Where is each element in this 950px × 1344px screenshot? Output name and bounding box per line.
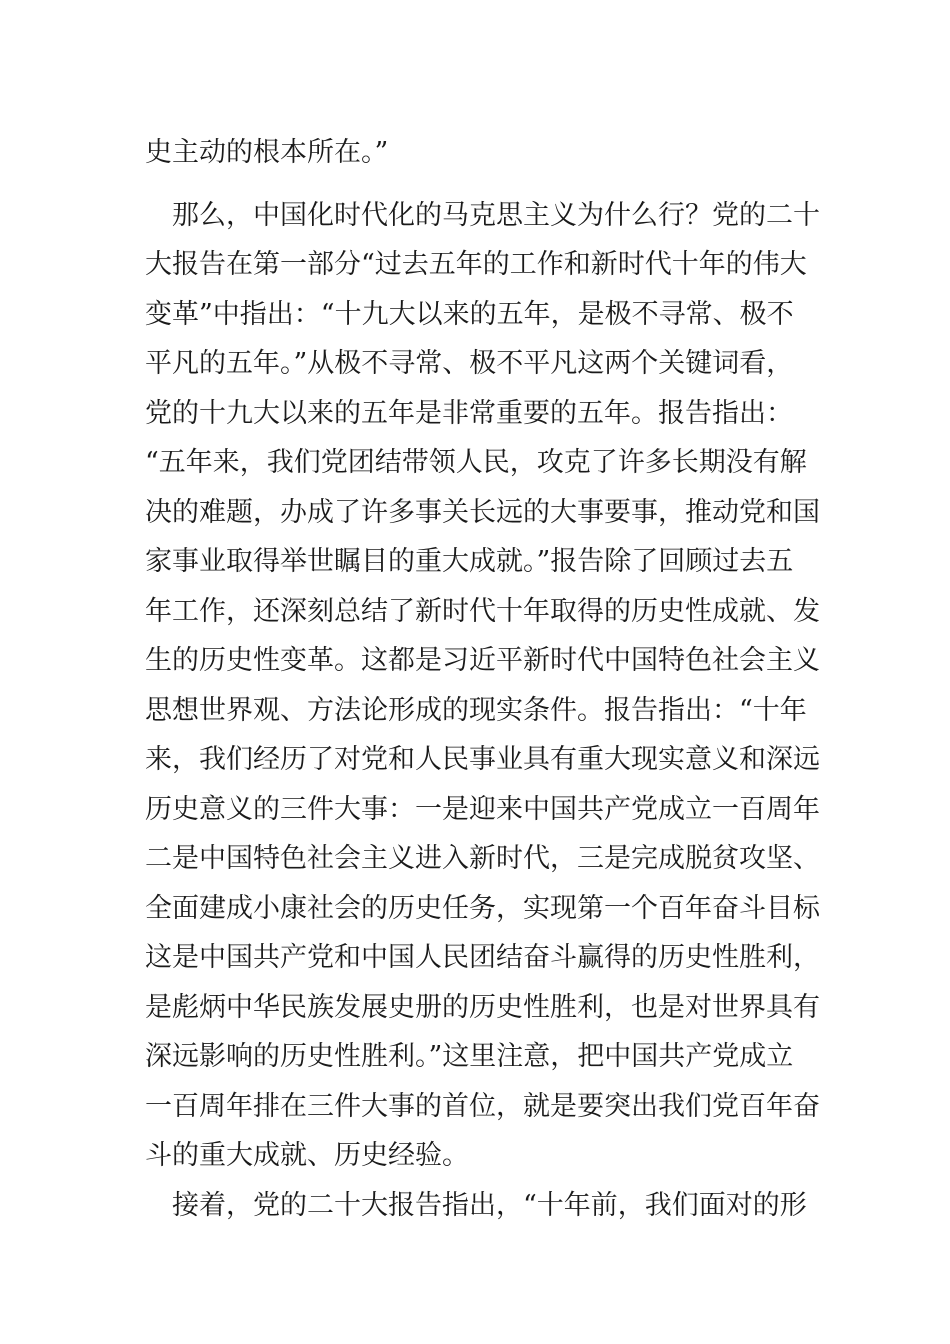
text-line: 全面建成小康社会的历史任务，实现第一个百年奋斗目标 (145, 892, 820, 924)
text-line: 年工作，还深刻总结了新时代十年取得的历史性成就、发 (145, 595, 820, 627)
document-body (145, 128, 825, 1230)
text-line: 变革”中指出：“十九大以来的五年，是极不寻常、极不 (145, 298, 794, 330)
text-line: 这是中国共产党和中国人民团结奋斗赢得的历史性胜利， (145, 942, 820, 973)
text-line: 党的十九大以来的五年是非常重要的五年。报告指出： (145, 397, 793, 429)
text-line: 二是中国特色社会主义进入新时代，三是完成脱贫攻坚、 (145, 843, 820, 874)
text-line: 那么，中国化时代化的马克思主义为什么行？党的二十 (145, 199, 820, 231)
text-line: 平凡的五年。”从极不寻常、极不平凡这两个关键词看， (145, 348, 794, 379)
text-line: 是彪炳中华民族发展史册的历史性胜利，也是对世界具有 (145, 991, 820, 1023)
text-line: 大报告在第一部分“过去五年的工作和新时代十年的伟大 (145, 249, 807, 280)
text-line: 来，我们经历了对党和人民事业具有重大现实意义和深远 (145, 744, 820, 775)
text-line: 生的历史性变革。这都是习近平新时代中国特色社会主义 (145, 645, 820, 676)
text-line: 家事业取得举世瞩目的重大成就。”报告除了回顾过去五 (145, 546, 794, 577)
text-line: 深远影响的历史性胜利。”这里注意，把中国共产党成立 (145, 1041, 794, 1072)
text-line: “五年来，我们党团结带领人民，攻克了许多长期没有解 (145, 447, 807, 478)
text-line: 史主动的根本所在。” (145, 137, 389, 168)
text-line: 斗的重大成就、历史经验。 (145, 1140, 469, 1171)
text-line: 历史意义的三件大事：一是迎来中国共产党成立一百周年 (145, 793, 820, 825)
text-line: 一百周年排在三件大事的首位，就是要突出我们党百年奋 (145, 1090, 820, 1122)
text-line: 思想世界观、方法论形成的现实条件。报告指出：“十年 (145, 694, 807, 726)
text-line: 决的难题，办成了许多事关长远的大事要事，推动党和国 (145, 496, 820, 528)
text-line: 接着，党的二十大报告指出，“十年前，我们面对的形 (145, 1189, 807, 1221)
